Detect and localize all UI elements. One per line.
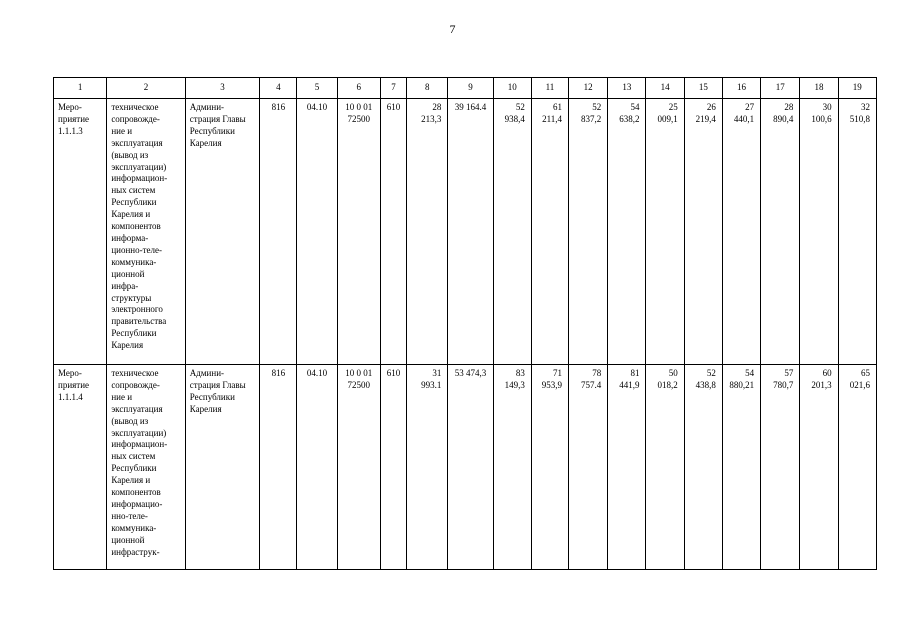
cell-text-line: Карелия bbox=[111, 340, 144, 351]
header-row bbox=[54, 78, 877, 99]
column-header-13: 13 bbox=[608, 78, 646, 99]
cell-text-line: Республики bbox=[189, 125, 235, 136]
cell-text-line: компонентов bbox=[111, 221, 161, 232]
cell-text-line: информа- bbox=[111, 232, 149, 243]
cell-text-line: структуры bbox=[111, 292, 152, 303]
cell-c15 bbox=[684, 365, 722, 570]
column-header-15: 15 bbox=[684, 78, 722, 99]
column-header-19: 19 bbox=[838, 78, 876, 99]
cell-text-line: ние и bbox=[111, 391, 133, 402]
cell-c4 bbox=[260, 99, 297, 365]
cell-c13 bbox=[608, 99, 646, 365]
cell-text-line: 39 164.4 bbox=[454, 102, 487, 112]
cell-text-line: 54 bbox=[630, 102, 640, 112]
cell-text-line: 25 bbox=[668, 102, 678, 112]
cell-c12 bbox=[569, 99, 608, 365]
cell-text-line: 201,3 bbox=[811, 379, 832, 390]
cell-text-line: Админи- bbox=[189, 102, 225, 112]
cell-executor bbox=[185, 99, 259, 365]
cell-text-line: 30 bbox=[822, 102, 832, 112]
column-header-3: 3 bbox=[185, 78, 259, 99]
cell-text-line: 10 0 01 bbox=[345, 102, 373, 112]
cell-c8 bbox=[407, 99, 448, 365]
cell-text-line: 32 bbox=[861, 102, 870, 112]
cell-text-line: 60 bbox=[822, 368, 832, 378]
cell-text-line: 757.4 bbox=[581, 379, 602, 390]
cell-text-line: 57 bbox=[784, 368, 794, 378]
cell-text-line: информацион- bbox=[111, 173, 168, 184]
cell-text-line: ных систем bbox=[111, 185, 156, 196]
cell-text-line: страция Главы bbox=[189, 379, 246, 390]
cell-text-line: Карелия и bbox=[111, 475, 151, 486]
cell-text-line: 28 bbox=[784, 102, 794, 112]
cell-c17 bbox=[761, 99, 800, 365]
cell-c9 bbox=[448, 365, 493, 570]
cell-text-line: инфра- bbox=[111, 280, 139, 291]
cell-c14 bbox=[646, 99, 684, 365]
cell-text-line: эксплуатации) bbox=[111, 427, 167, 438]
table-row bbox=[54, 365, 877, 570]
cell-text-line: 816 bbox=[271, 102, 286, 112]
cell-text-line: 219,4 bbox=[695, 113, 716, 124]
cell-text-line: 61 bbox=[553, 102, 563, 112]
cell-text-line: 938,4 bbox=[504, 113, 525, 124]
cell-text-line: 638,2 bbox=[619, 113, 640, 124]
cell-text-line: 953,9 bbox=[541, 379, 563, 390]
table-row bbox=[54, 99, 877, 365]
cell-text-line: Карелия и bbox=[111, 209, 151, 220]
column-header-6: 6 bbox=[337, 78, 380, 99]
cell-text-line: 27 bbox=[745, 102, 755, 112]
cell-c10 bbox=[493, 99, 531, 365]
cell-text-line: Республики bbox=[111, 197, 157, 208]
cell-text-line: 211,4 bbox=[542, 113, 563, 124]
table-body bbox=[54, 99, 877, 570]
cell-text-line: Меро- bbox=[58, 368, 82, 378]
cell-text-line: (вывод из bbox=[111, 149, 149, 160]
cell-c13 bbox=[608, 365, 646, 570]
cell-text-line: ционной bbox=[111, 534, 145, 545]
cell-text-line: 65 bbox=[861, 368, 870, 378]
cell-text-line: коммуника- bbox=[111, 256, 157, 267]
cell-text-line: 78 bbox=[592, 368, 602, 378]
cell-c8 bbox=[407, 365, 448, 570]
cell-c11 bbox=[531, 99, 568, 365]
cell-text-line: 71 bbox=[553, 368, 563, 378]
cell-text-line: 1.1.1.4 bbox=[58, 391, 83, 402]
cell-text-line: ние и bbox=[111, 125, 133, 136]
cell-text-line: 837,2 bbox=[581, 113, 602, 124]
cell-text-line: эксплуатации) bbox=[111, 161, 167, 172]
cell-text-line: коммуника- bbox=[111, 522, 157, 533]
cell-text-line: приятие bbox=[58, 113, 90, 124]
cell-text-line: страция Главы bbox=[189, 113, 246, 124]
cell-text-line: 438,8 bbox=[695, 379, 716, 390]
cell-text-line: 54 bbox=[745, 368, 755, 378]
cell-text-line: 52 bbox=[515, 102, 525, 112]
cell-text-line: ных систем bbox=[111, 451, 156, 462]
cell-text-line: сопровожде- bbox=[111, 379, 160, 390]
cell-text-line: 213,3 bbox=[421, 113, 442, 124]
cell-text-line: 440,1 bbox=[733, 113, 755, 124]
cell-text-line: Карелия bbox=[189, 403, 222, 414]
cell-text-line: техническое bbox=[111, 368, 159, 378]
cell-text-line: 441,9 bbox=[619, 379, 640, 390]
column-header-18: 18 bbox=[800, 78, 838, 99]
cell-c7 bbox=[380, 365, 406, 570]
cell-description bbox=[107, 365, 185, 570]
cell-text-line: 890,4 bbox=[773, 113, 794, 124]
cell-c16 bbox=[722, 99, 760, 365]
cell-text-line: 04.10 bbox=[306, 368, 328, 378]
cell-text-line: сопровожде- bbox=[111, 113, 160, 124]
cell-text-line: ционной bbox=[111, 268, 145, 279]
page-number: 7 bbox=[449, 22, 456, 36]
cell-text-line: 018,2 bbox=[657, 379, 678, 390]
cell-c7 bbox=[380, 99, 406, 365]
cell-text-line: 510,8 bbox=[849, 113, 870, 124]
cell-text-line: электронного bbox=[111, 304, 163, 315]
cell-text-line: 816 bbox=[271, 368, 286, 378]
cell-c6 bbox=[337, 365, 380, 570]
column-header-16: 16 bbox=[722, 78, 760, 99]
cell-c18 bbox=[800, 99, 838, 365]
cell-text-line: Карелия bbox=[189, 137, 222, 148]
cell-text-line: 149,3 bbox=[504, 379, 525, 390]
column-header-7: 7 bbox=[380, 78, 406, 99]
column-header-11: 11 bbox=[531, 78, 568, 99]
cell-text-line: информацион- bbox=[111, 439, 168, 450]
cell-measure bbox=[54, 365, 107, 570]
cell-text-line: 26 bbox=[706, 102, 716, 112]
cell-text-line: 31 bbox=[432, 368, 442, 378]
cell-text-line: Республики bbox=[111, 328, 157, 339]
cell-c10 bbox=[493, 365, 531, 570]
cell-text-line: 72500 bbox=[347, 113, 371, 124]
column-header-4: 4 bbox=[260, 78, 297, 99]
cell-text-line: 10 0 01 bbox=[345, 368, 373, 378]
cell-c18 bbox=[800, 365, 838, 570]
cell-c4 bbox=[260, 365, 297, 570]
column-header-12: 12 bbox=[569, 78, 608, 99]
cell-text-line: нно-теле- bbox=[111, 510, 148, 521]
cell-text-line: Республики bbox=[111, 463, 157, 474]
cell-text-line: 880,21 bbox=[729, 379, 755, 390]
cell-text-line: компонентов bbox=[111, 487, 161, 498]
column-header-10: 10 bbox=[493, 78, 531, 99]
cell-text-line: информацио- bbox=[111, 498, 163, 509]
cell-c15 bbox=[684, 99, 722, 365]
cell-c19 bbox=[838, 99, 876, 365]
cell-c12 bbox=[569, 365, 608, 570]
cell-text-line: 52 bbox=[592, 102, 602, 112]
cell-text-line: (вывод из bbox=[111, 415, 149, 426]
cell-text-line: 83 bbox=[515, 368, 525, 378]
cell-text-line: 021,6 bbox=[849, 379, 870, 390]
cell-text-line: эксплуатация bbox=[111, 403, 163, 414]
cell-text-line: 610 bbox=[386, 368, 401, 378]
cell-text-line: 52 bbox=[706, 368, 716, 378]
column-header-8: 8 bbox=[407, 78, 448, 99]
cell-text-line: 53 474,3 bbox=[454, 368, 487, 378]
cell-text-line: эксплуатация bbox=[111, 137, 163, 148]
cell-c14 bbox=[646, 365, 684, 570]
cell-text-line: Админи- bbox=[189, 368, 225, 378]
column-header-1: 1 bbox=[54, 78, 107, 99]
cell-text-line: приятие bbox=[58, 379, 90, 390]
cell-text-line: 72500 bbox=[347, 379, 371, 390]
cell-text-line: Меро- bbox=[58, 102, 82, 112]
cell-executor bbox=[185, 365, 259, 570]
cell-c19 bbox=[838, 365, 876, 570]
cell-text-line: 993.1 bbox=[421, 379, 442, 390]
column-header-5: 5 bbox=[297, 78, 337, 99]
cell-c17 bbox=[761, 365, 800, 570]
cell-text-line: инфраструк- bbox=[111, 546, 160, 557]
cell-c6 bbox=[337, 99, 380, 365]
cell-text-line: 100,6 bbox=[811, 113, 832, 124]
cell-c11 bbox=[531, 365, 568, 570]
cell-c5 bbox=[297, 365, 337, 570]
cell-c5 bbox=[297, 99, 337, 365]
cell-text-line: правительства bbox=[111, 316, 167, 327]
cell-text-line: 28 bbox=[432, 102, 442, 112]
budget-table bbox=[53, 77, 877, 570]
column-header-14: 14 bbox=[646, 78, 684, 99]
cell-text-line: ционно-теле- bbox=[111, 244, 162, 255]
cell-c16 bbox=[722, 365, 760, 570]
cell-text-line: 04.10 bbox=[306, 102, 328, 112]
cell-text-line: 50 bbox=[668, 368, 678, 378]
cell-c9 bbox=[448, 99, 493, 365]
cell-text-line: 610 bbox=[386, 102, 401, 112]
cell-text-line: 1.1.1.3 bbox=[58, 125, 83, 136]
cell-text-line: 009,1 bbox=[657, 113, 678, 124]
cell-measure bbox=[54, 99, 107, 365]
cell-description bbox=[107, 99, 185, 365]
column-header-17: 17 bbox=[761, 78, 800, 99]
cell-text-line: 81 bbox=[630, 368, 640, 378]
column-header-9: 9 bbox=[448, 78, 493, 99]
cell-text-line: Республики bbox=[189, 391, 235, 402]
cell-text-line: 780,7 bbox=[773, 379, 794, 390]
cell-text-line: техническое bbox=[111, 102, 159, 112]
column-header-2: 2 bbox=[107, 78, 185, 99]
